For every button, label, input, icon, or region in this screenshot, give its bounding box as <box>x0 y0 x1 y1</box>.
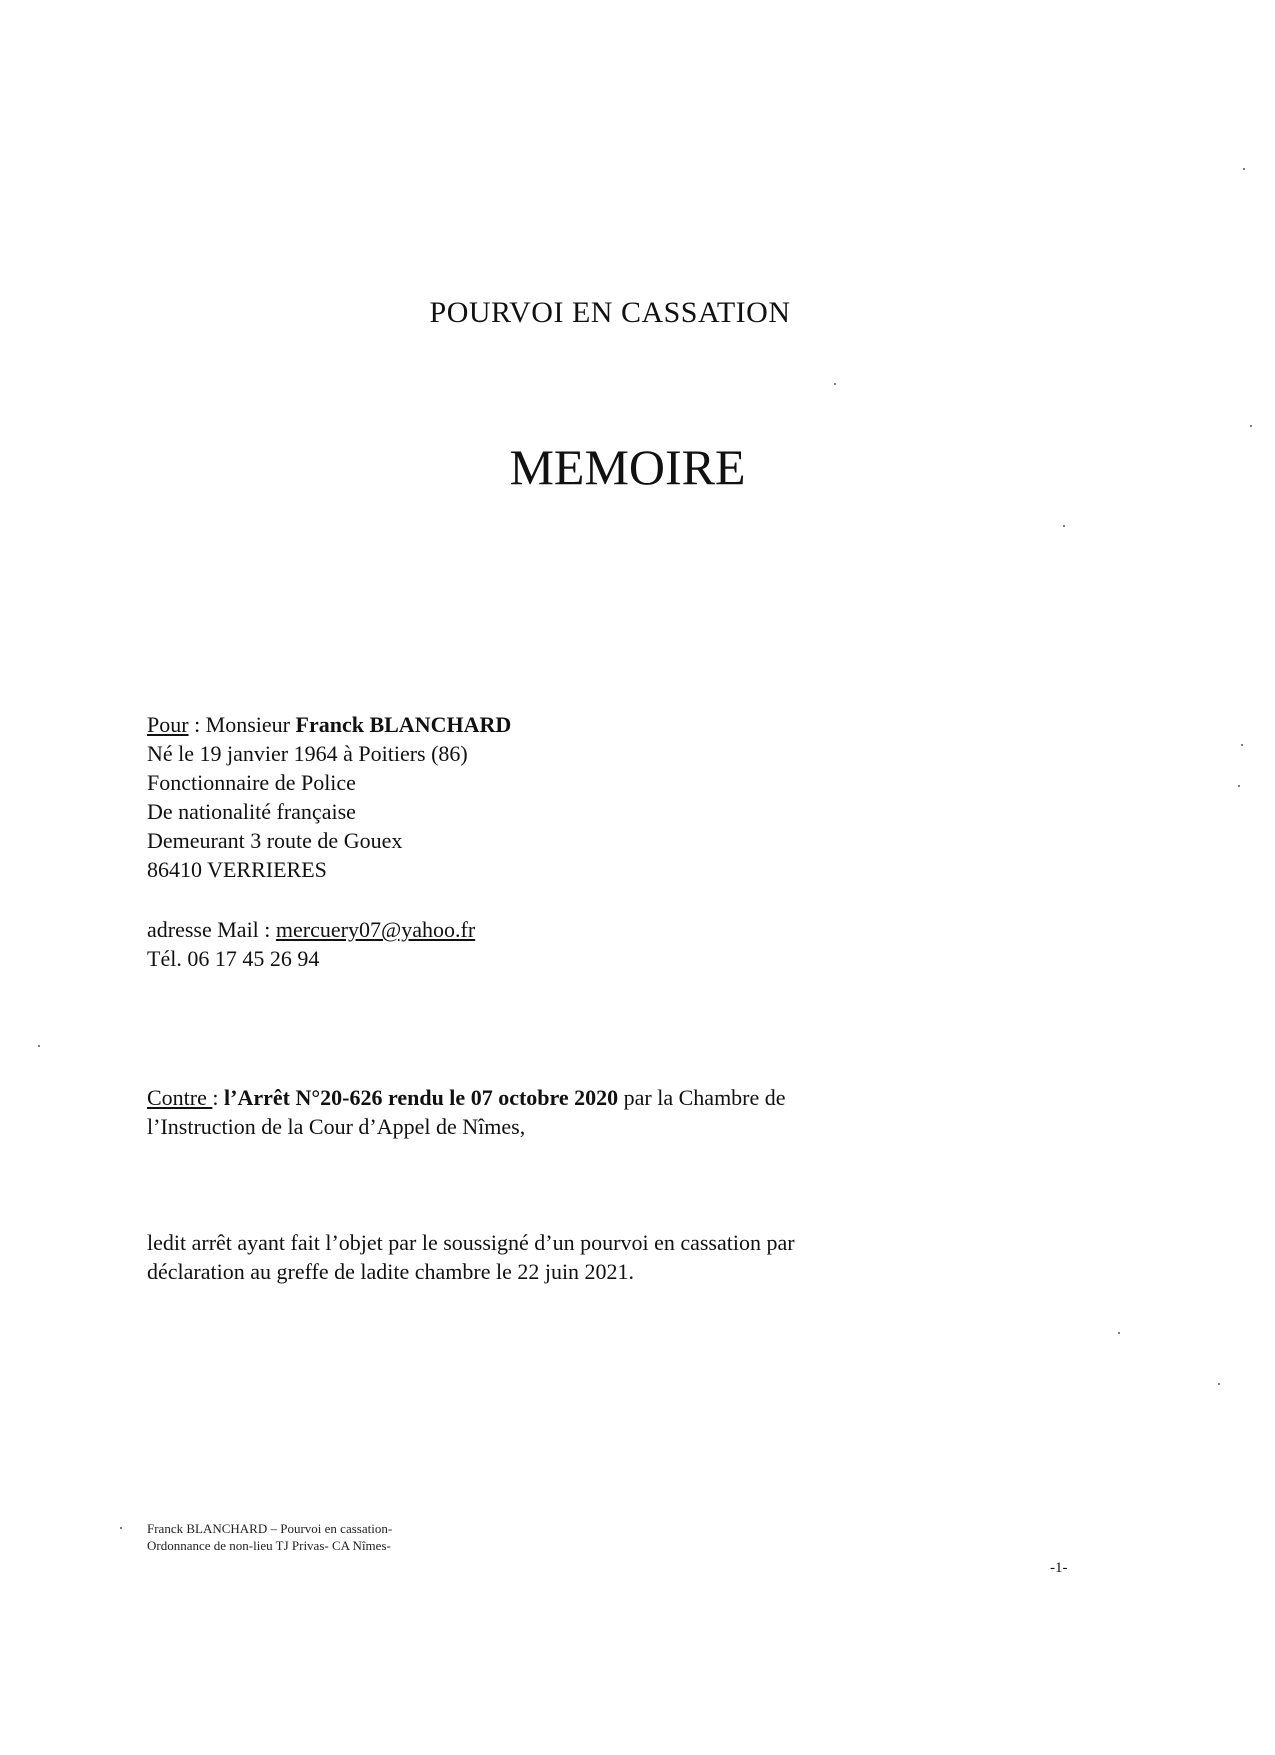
petitioner-address-line2: 86410 VERRIERES <box>147 857 327 882</box>
petitioner-birth: Né le 19 janvier 1964 à Poitiers (86) <box>147 741 468 766</box>
petitioner-block <box>147 710 511 884</box>
scan-speck <box>834 383 836 385</box>
scan-speck <box>1063 525 1065 527</box>
petitioner-profession: Fonctionnaire de Police <box>147 770 356 795</box>
contested-ruling-block <box>147 1083 786 1141</box>
ruling-reference: l’Arrêt N°20-626 rendu le 07 octobre 2020 <box>224 1085 619 1110</box>
against-separator: : <box>212 1085 225 1110</box>
scan-speck <box>1250 425 1252 427</box>
scan-speck <box>1218 1383 1220 1385</box>
petitioner-separator: : Monsieur <box>188 712 296 737</box>
appeal-statement <box>147 1228 795 1286</box>
petitioner-name: Franck BLANCHARD <box>295 712 512 737</box>
page-number: -1- <box>1050 1560 1068 1576</box>
scan-speck <box>38 1045 40 1047</box>
against-label: Contre <box>147 1085 213 1110</box>
document-type-heading: POURVOI EN CASSATION <box>429 296 791 329</box>
petitioner-label: Pour <box>147 712 189 737</box>
contested-ruling-line <box>147 1083 786 1112</box>
footer-line-2: Ordonnance de non-lieu TJ Privas- CA Nîmes- <box>147 1538 391 1553</box>
scan-speck <box>1241 744 1243 746</box>
appeal-line-2: déclaration au greffe de ladite chambre le 22 juin 2021. <box>147 1259 635 1284</box>
scan-speck <box>1243 168 1245 170</box>
footer-line-1: Franck BLANCHARD – Pourvoi en cassation- <box>147 1521 393 1536</box>
appeal-line-1: ledit arrêt ayant fait l’objet par le soussigné d’un pourvoi en cassation par <box>147 1230 795 1255</box>
petitioner-name-line <box>147 710 511 739</box>
document-title: MEMOIRE <box>509 439 746 495</box>
scan-speck <box>1118 1332 1120 1334</box>
petitioner-nationality: De nationalité française <box>147 799 356 824</box>
email-line <box>147 915 475 944</box>
scan-speck <box>1238 785 1240 787</box>
footer-note <box>147 1520 392 1554</box>
petitioner-address-line1: Demeurant 3 route de Gouex <box>147 828 403 853</box>
ruling-suffix: par la Chambre de <box>618 1085 786 1110</box>
phone-line: Tél. 06 17 45 26 94 <box>147 946 320 971</box>
email-link[interactable]: mercuery07@yahoo.fr <box>275 917 476 942</box>
court-line: l’Instruction de la Cour d’Appel de Nîmes, <box>147 1114 526 1139</box>
contact-block <box>147 915 475 973</box>
email-label: adresse Mail : <box>147 917 276 942</box>
scan-speck <box>120 1527 122 1529</box>
